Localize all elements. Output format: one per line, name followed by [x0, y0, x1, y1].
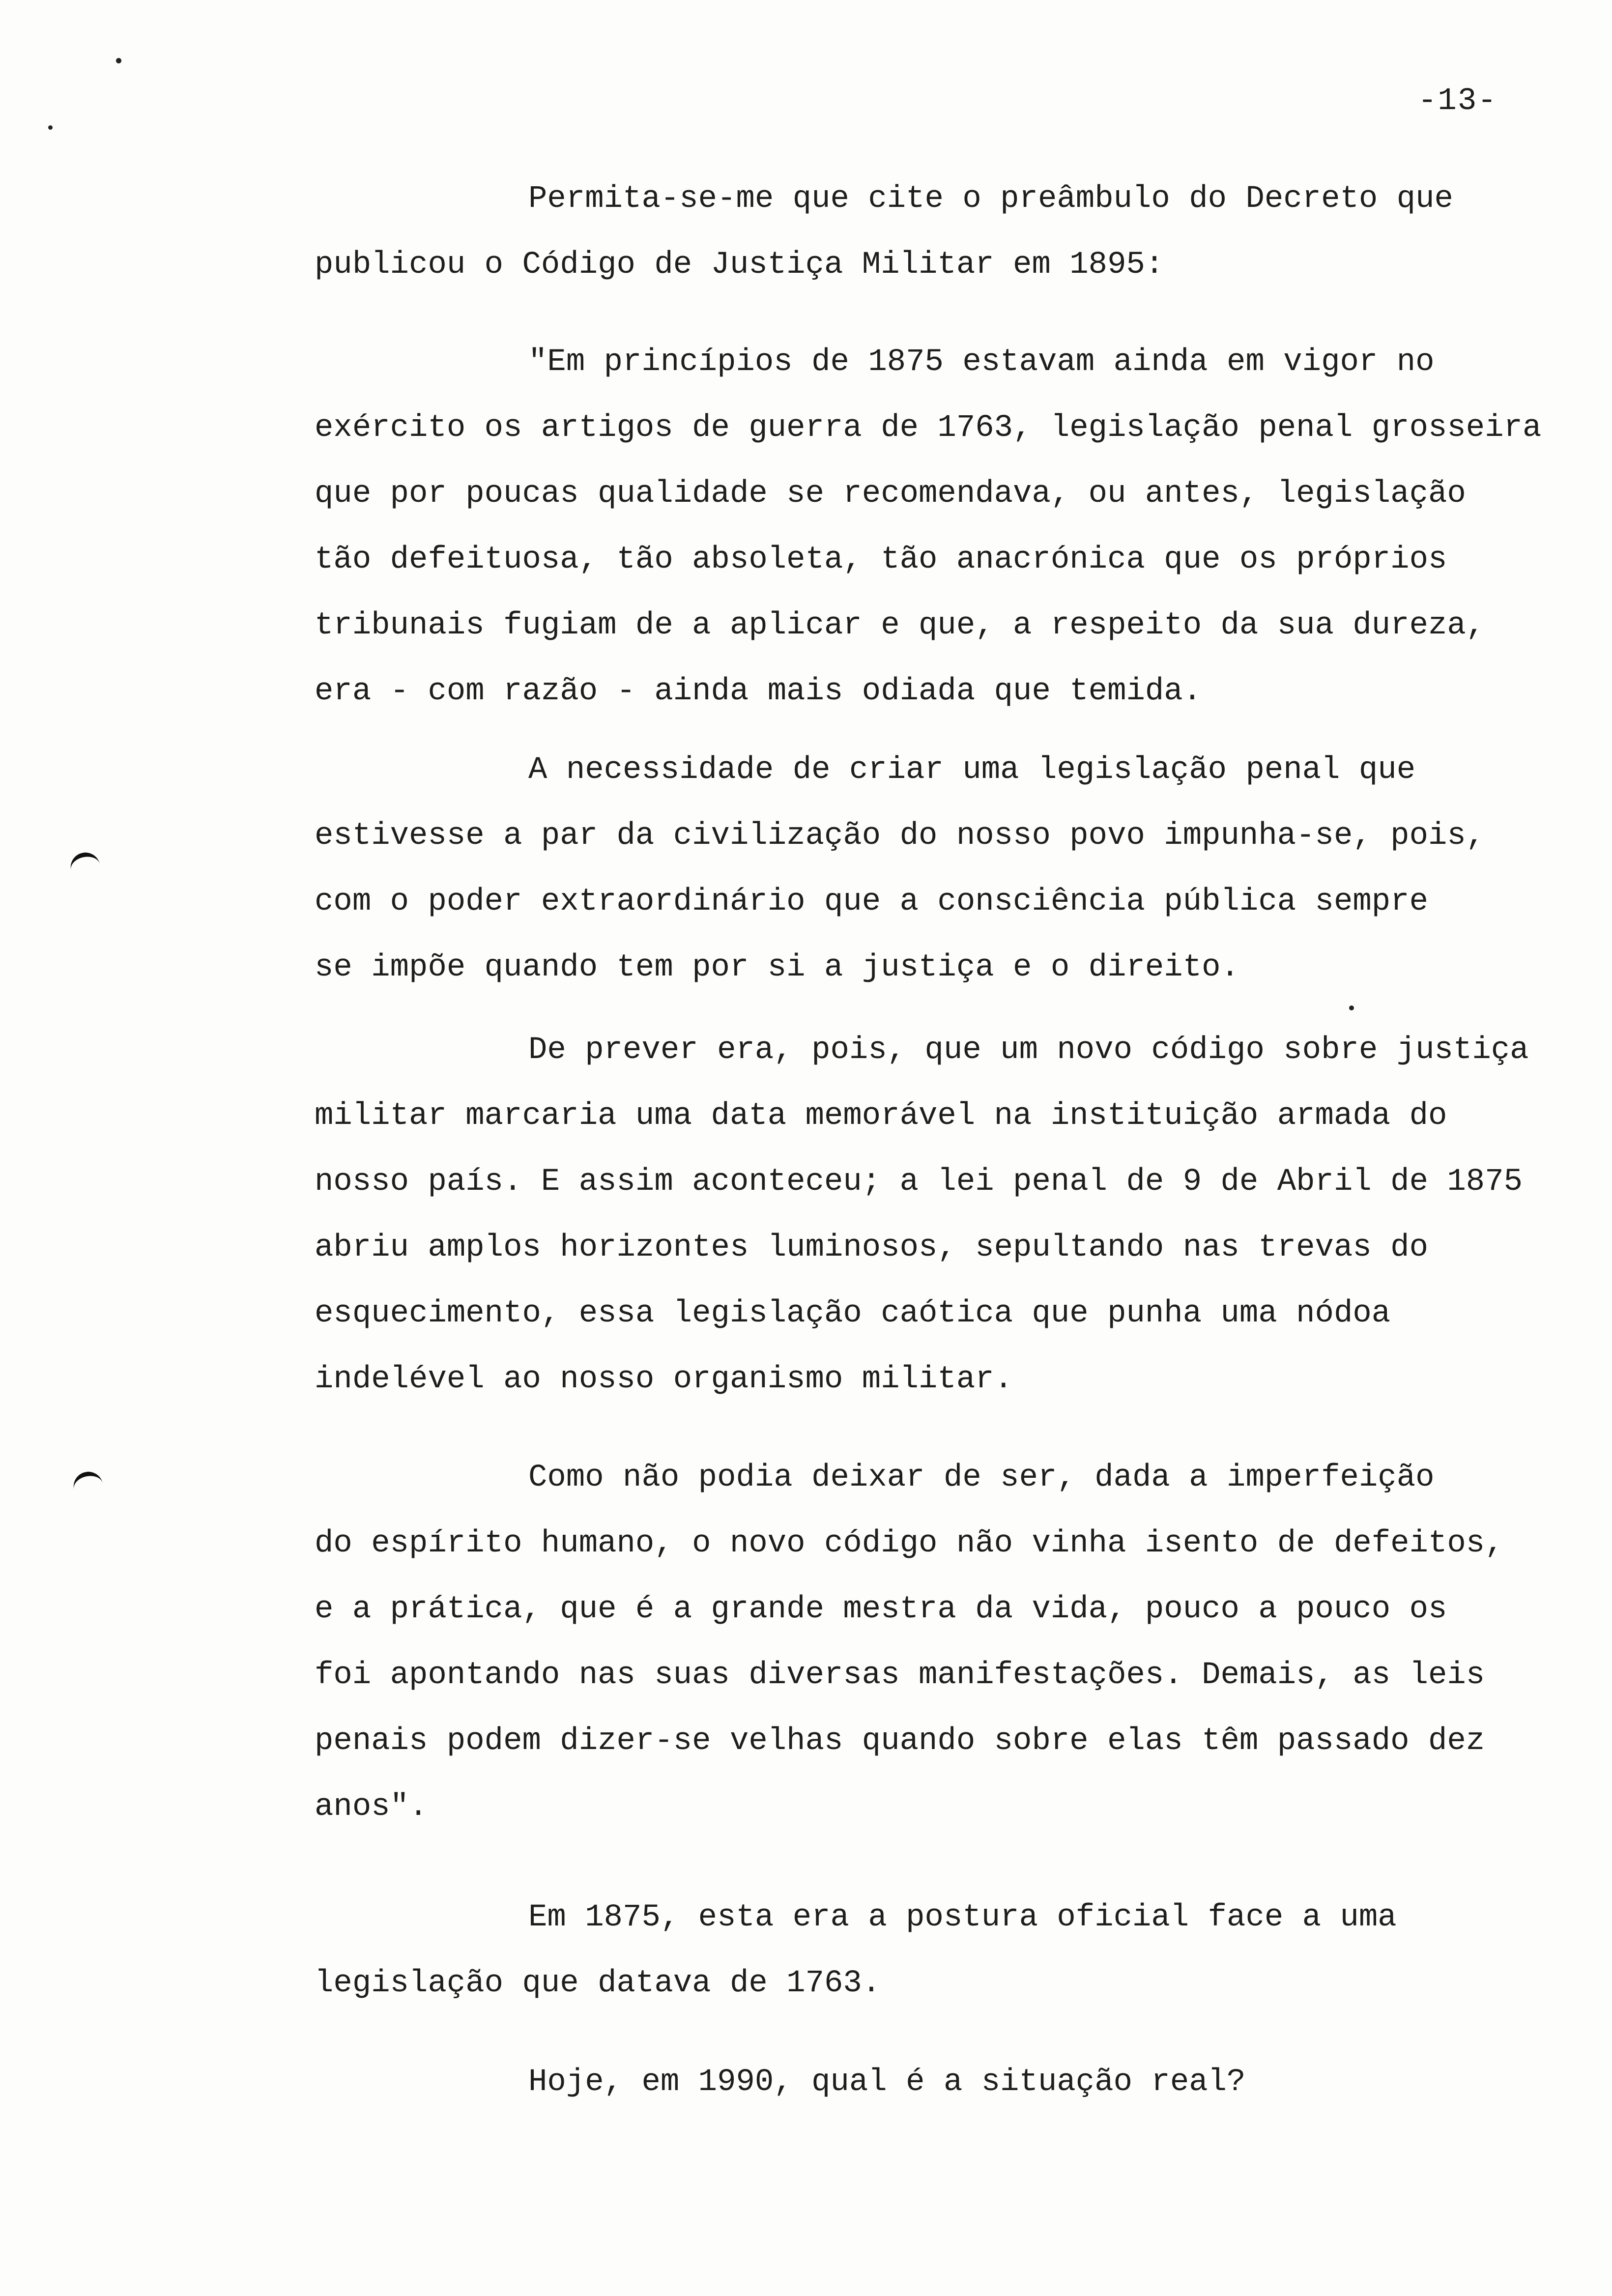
text-line: penais podem dizer-se velhas quando sobre elas têm passado dez: [315, 1723, 1485, 1759]
text-line: indelével ao nosso organismo militar.: [315, 1362, 1013, 1397]
text-line: com o poder extraordinário que a consciência pública sempre: [315, 884, 1428, 919]
text-line: Hoje, em 1990, qual é a situação real?: [528, 2065, 1246, 2100]
text-line: De prever era, pois, que um novo código sobre justiça: [528, 1033, 1529, 1068]
text-line: do espírito humano, o novo código não vinha isento de defeitos,: [315, 1526, 1504, 1561]
page-number: -13-: [1418, 84, 1497, 119]
text-line: e a prática, que é a grande mestra da vida, pouco a pouco os: [315, 1592, 1447, 1627]
quote-paragraph-1: [315, 329, 1541, 724]
text-line: foi apontando nas suas diversas manifestações. Demais, as leis: [315, 1658, 1485, 1693]
paragraph-1875: [315, 1885, 1397, 2016]
text-line: se impõe quando tem por si a justiça e o direito.: [315, 950, 1239, 985]
text-line: Como não podia deixar de ser, dada a imperfeição: [528, 1460, 1435, 1495]
scan-speck: [116, 58, 121, 63]
text-line: era - com razão - ainda mais odiada que temida.: [315, 674, 1202, 709]
scan-speck: [48, 125, 53, 130]
binder-hole-mark: [68, 850, 101, 877]
scan-speck: [1349, 1005, 1354, 1010]
text-line: que por poucas qualidade se recomendava, ou antes, legislação: [315, 476, 1466, 512]
intro-paragraph: [315, 166, 1453, 298]
quote-paragraph-2: [315, 737, 1485, 1001]
quote-paragraph-3: [315, 1017, 1529, 1412]
text-line: A necessidade de criar uma legislação penal que: [528, 752, 1416, 788]
text-line: exército os artigos de guerra de 1763, legislação penal grosseira: [315, 410, 1542, 446]
text-line: tão defeituosa, tão absoleta, tão anacrónica que os próprios: [315, 542, 1447, 577]
text-line: "Em princípios de 1875 estavam ainda em vigor no: [528, 344, 1435, 380]
text-line: tribunais fugiam de a aplicar e que, a respeito da sua dureza,: [315, 608, 1485, 643]
text-line: publicou o Código de Justiça Militar em 1895:: [315, 247, 1164, 283]
question-paragraph: [315, 2049, 1245, 2115]
text-line: abriu amplos horizontes luminosos, sepultando nas trevas do: [315, 1230, 1428, 1265]
text-line: nosso país. E assim aconteceu; a lei penal de 9 de Abril de 1875: [315, 1164, 1523, 1200]
text-line: anos".: [315, 1789, 428, 1825]
text-line: esquecimento, essa legislação caótica que punha uma nódoa: [315, 1296, 1391, 1331]
text-line: estivesse a par da civilização do nosso povo impunha-se, pois,: [315, 818, 1485, 854]
text-line: Em 1875, esta era a postura oficial face a uma: [528, 1900, 1397, 1935]
binder-hole-mark: [71, 1469, 104, 1496]
text-line: legislação que datava de 1763.: [315, 1966, 881, 2001]
quote-paragraph-4: [315, 1445, 1504, 1840]
text-line: militar marcaria uma data memorável na instituição armada do: [315, 1098, 1447, 1134]
text-line: Permita-se-me que cite o preâmbulo do Decreto que: [528, 181, 1453, 217]
